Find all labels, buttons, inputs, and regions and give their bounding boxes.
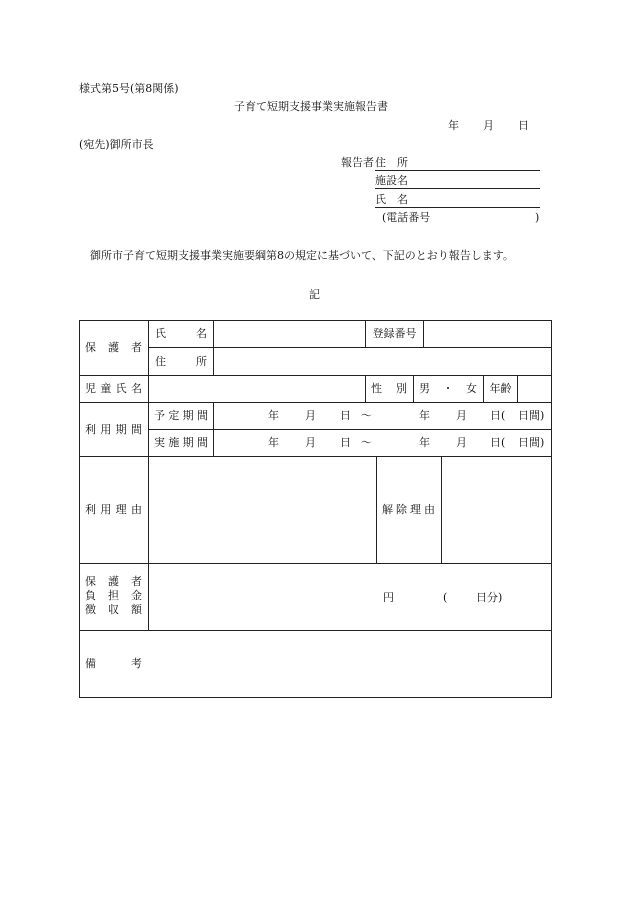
registration-number-label: 登録番号: [372, 327, 417, 340]
reporter-address-label: 住 所: [375, 156, 408, 169]
reporter-facility-label: 施設名: [375, 174, 408, 187]
age-label: 年齢: [489, 382, 512, 395]
addressee: (宛先)御所市長: [79, 138, 154, 151]
scheduled-period-field[interactable]: 年 月 日 〜 年 月 日( 日間): [268, 409, 545, 422]
date-year: 年: [448, 119, 459, 132]
gender-options[interactable]: 男 ・ 女: [419, 382, 477, 395]
child-name-field[interactable]: [149, 376, 364, 402]
date-month: 月: [483, 119, 494, 132]
guardian-label: 保 護 者: [85, 341, 142, 354]
reporter-name-line: [375, 207, 540, 208]
reporter-label: 報告者: [341, 156, 374, 169]
form-number: 様式第5号(第8関係): [79, 82, 179, 95]
guardian-fee-label: 保 護 者 負 担 金 徴 収 額: [85, 575, 142, 616]
reporter-phone-label: (電話番号: [382, 211, 431, 224]
actual-period-field[interactable]: 年 月 日 〜 年 月 日( 日間): [268, 436, 545, 449]
note-heading: 記: [309, 288, 320, 301]
remarks-field[interactable]: [149, 631, 550, 697]
child-name-label: 児 童 氏 名: [85, 382, 142, 395]
scheduled-period-label: 予 定 期 間: [154, 409, 208, 422]
guardian-name-field[interactable]: [214, 321, 364, 347]
registration-number-field[interactable]: [424, 321, 550, 347]
reporter-phone-close: ): [535, 211, 540, 224]
age-field[interactable]: [518, 376, 550, 402]
date-day: 日: [518, 119, 529, 132]
usage-period-label: 利 用 期 間: [85, 422, 142, 436]
cancellation-reason-label: 解 除 理 由: [382, 503, 435, 516]
gender-label: 性 別: [371, 382, 407, 395]
reporter-address-line: [375, 170, 540, 171]
cancellation-reason-field[interactable]: [442, 457, 550, 563]
guardian-fee-field[interactable]: 円 ( 日分): [383, 591, 503, 604]
guardian-address-label: 住 所: [155, 354, 207, 368]
usage-reason-field[interactable]: [149, 457, 375, 563]
remarks-label: 備 考: [85, 657, 142, 670]
document-title: 子育て短期支援事業実施報告書: [234, 100, 388, 113]
reporter-name-label: 氏 名: [375, 193, 408, 206]
report-table: [79, 320, 552, 698]
statement: 御所市子育て短期支援事業実施要綱第8の規定に基づいて、下記のとおり報告します。: [90, 249, 514, 262]
guardian-name-label: 氏 名: [155, 327, 207, 340]
actual-period-label: 実 施 期 間: [154, 436, 208, 449]
usage-reason-label: 利 用 理 由: [85, 503, 142, 516]
reporter-facility-line: [375, 188, 540, 189]
guardian-address-field[interactable]: [214, 348, 550, 375]
